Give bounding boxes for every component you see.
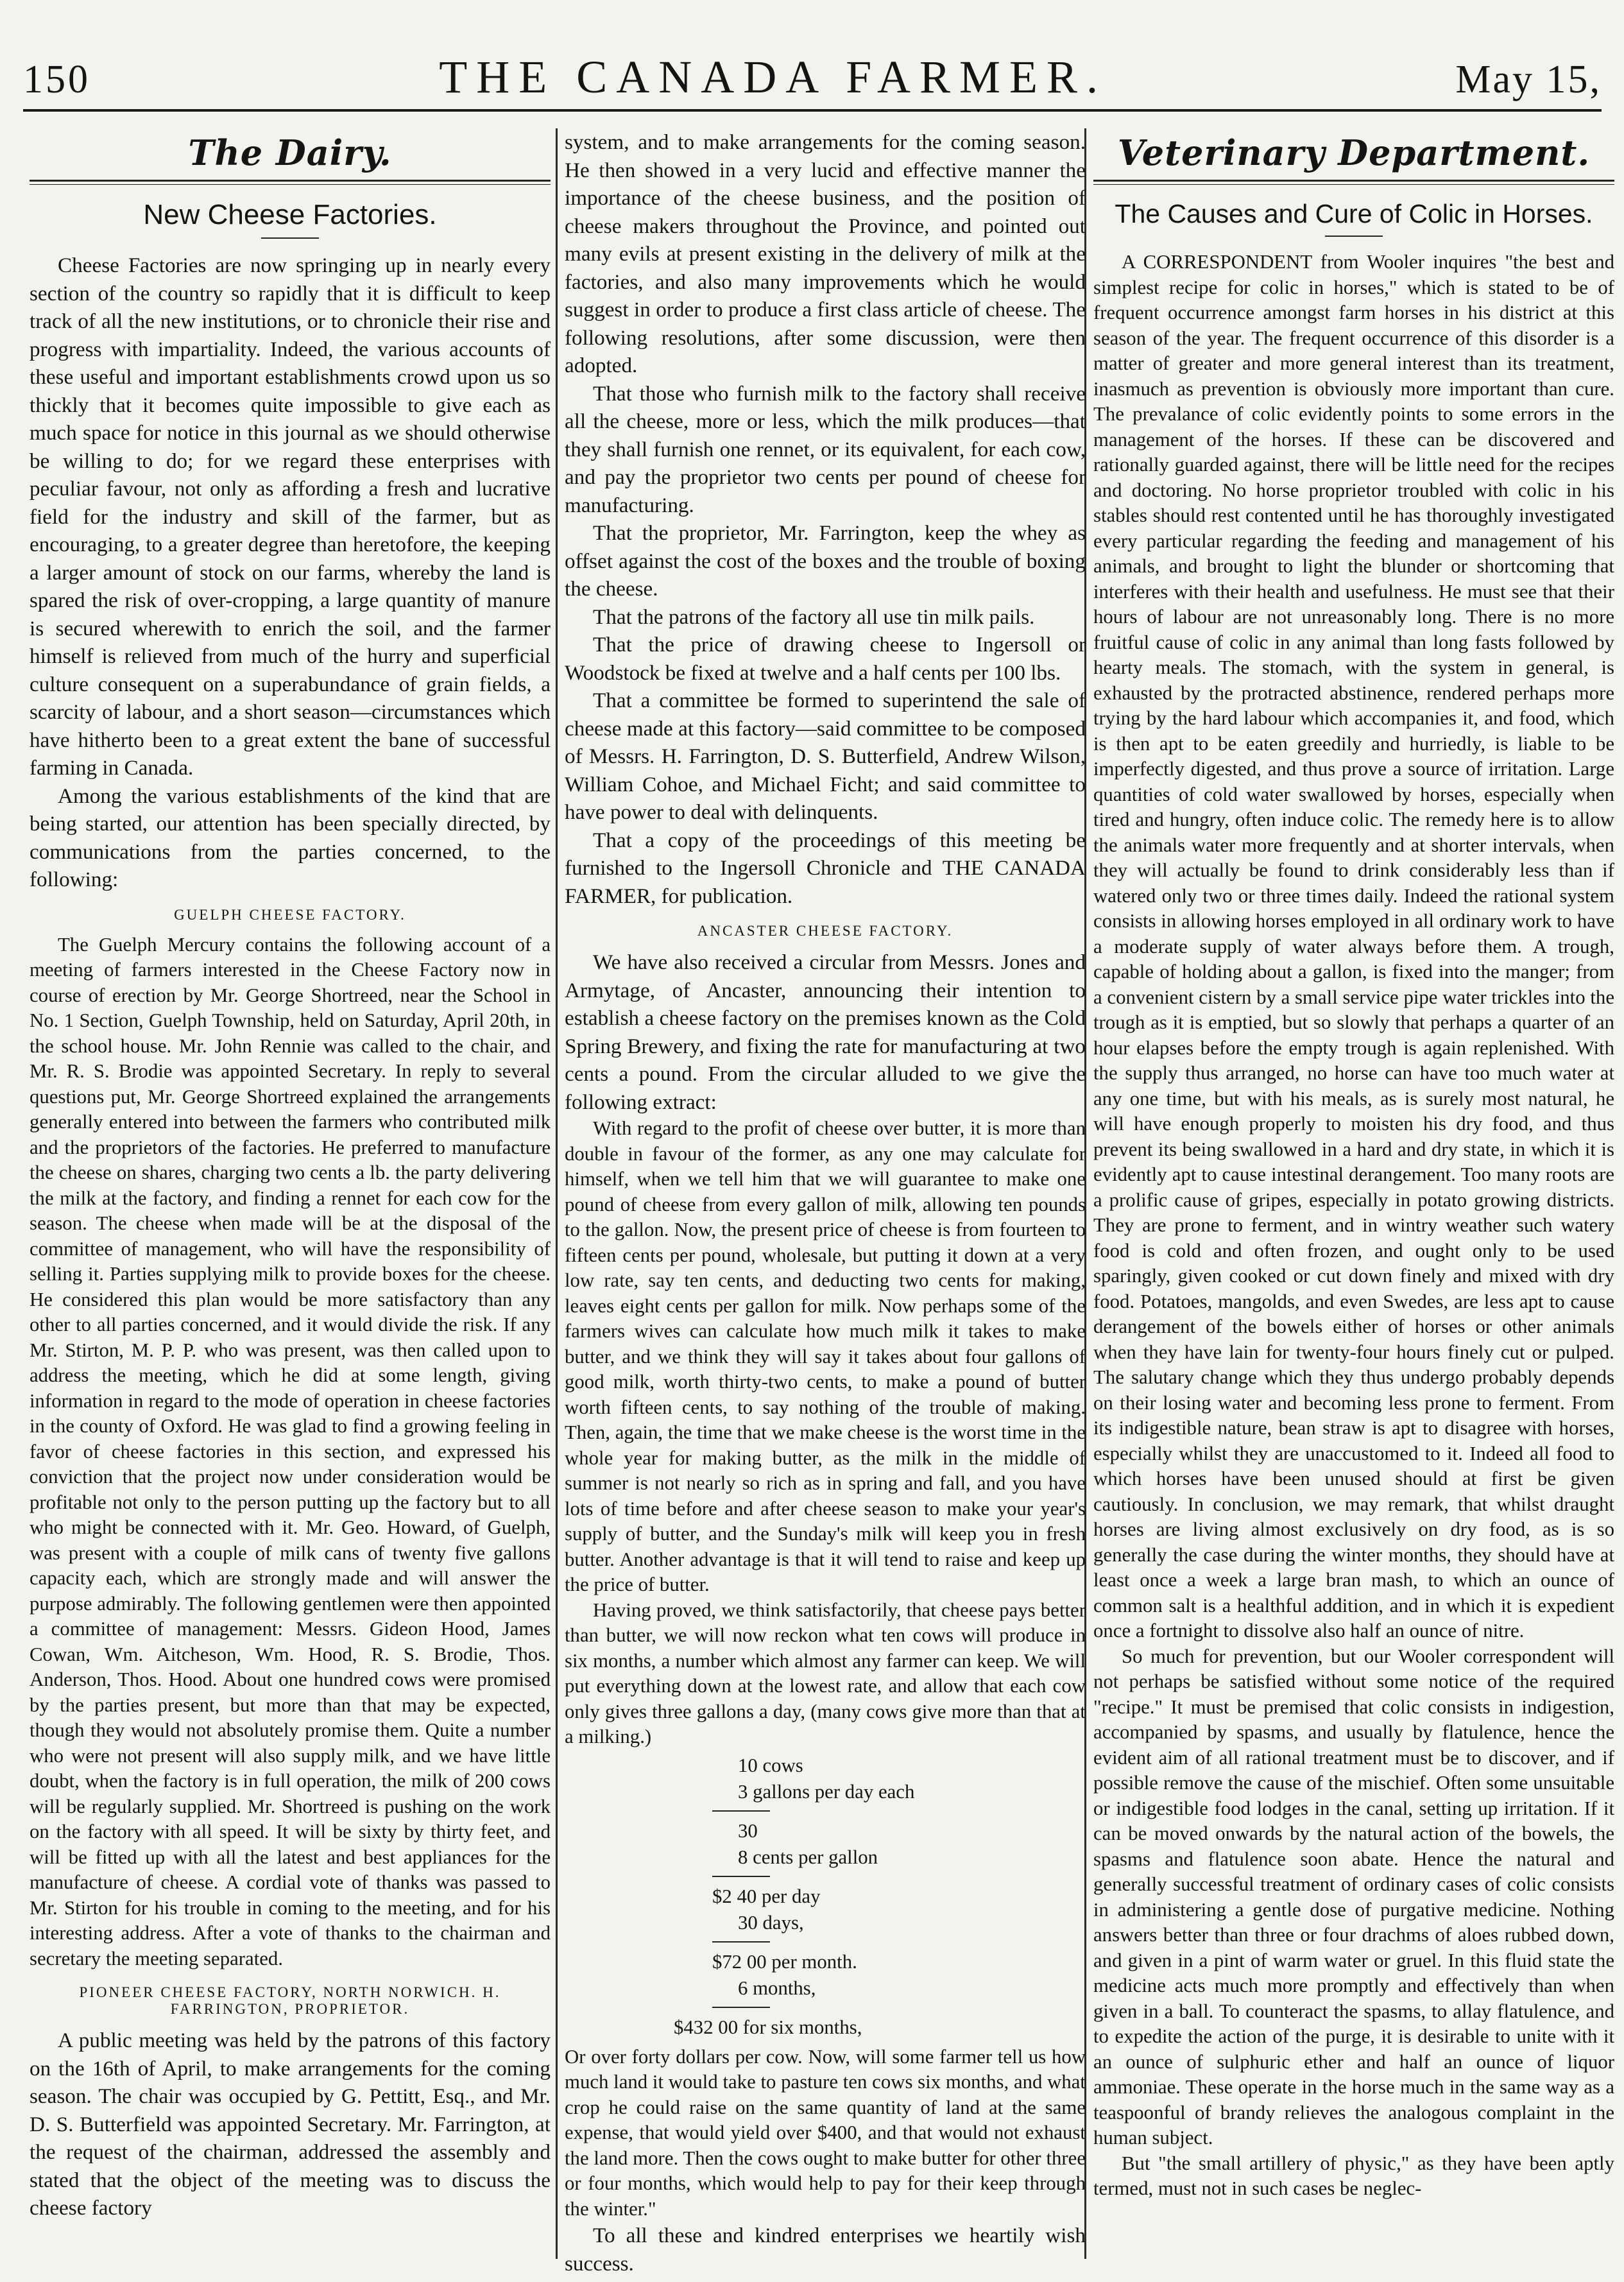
column-veterinary <box>1093 128 1614 2259</box>
title-rule <box>1325 236 1383 237</box>
calc-line: 6 months, <box>738 1977 816 1999</box>
title-rule <box>261 237 319 239</box>
column-dairy <box>30 128 551 2259</box>
article-paragraph: Among the various establishments of the kind that are being started, our attention has been specially directed, by communications from the parties concerned, to the following: <box>30 784 551 891</box>
calc-line: 30 <box>738 1819 758 1842</box>
newspaper-title: THE CANADA FARMER. <box>439 51 1107 103</box>
department-rule <box>1093 180 1614 185</box>
resolution-paragraph: That the patrons of the factory all use tin milk pails. <box>593 605 1035 629</box>
calc-rule <box>712 1810 770 1812</box>
calc-rule <box>712 1941 770 1943</box>
section-heading: GUELPH CHEESE FACTORY. <box>174 906 406 923</box>
page-number: 150 <box>23 58 90 101</box>
calc-rule <box>712 2007 770 2008</box>
article-paragraph: system, and to make arrangements for the coming season. He then showed in a very lucid and effective manner the importance of the cheese business, and the position of cheese makers throughout the Province, and pointed out many evils at present existing in the delivery of milk at the factories, and also many improvements which he would suggest in order to produce a first class article of cheese. The following resolutions, after some discussion, were then adopted. <box>565 130 1086 377</box>
page-header <box>23 47 1602 112</box>
calc-line: $72 00 per month. <box>712 1950 857 1973</box>
issue-date: May 15, <box>1455 58 1602 101</box>
resolution-paragraph: That those who furnish milk to the factory shall receive all the cheese, more or less, which the milk produces—that they shall furnish one rennet, or its equivalent, for each cow, and pay the proprietor two cents per pound of cheese for manufacturing. <box>565 381 1086 517</box>
column-middle <box>565 128 1086 2276</box>
section-heading: ANCASTER CHEESE FACTORY. <box>697 923 953 939</box>
calc-line: 30 days, <box>738 1911 804 1934</box>
department-heading: The Dairy. <box>188 132 392 173</box>
extract-paragraph: Or over forty dollars per cow. Now, will some farmer tell us how much land it would take to pasture ten cows six months, and what crop he could raise on the same quantity of land at the same expense, that would yield over $400, and that would not exhaust the land more. Then the cows ought to make butter for other three or four months, which would help to pay for their keep through the winter." <box>565 2045 1086 2220</box>
extract-paragraph: With regard to the profit of cheese over butter, it is more than double in favour of the former, as any one may calculate for himself, when we tell him that we will guarantee to make one pound of cheese from every gallon of milk, allowing ten pounds to the gallon. Now, the present price of cheese is from fourteen to fifteen cents per pound, wholesale, but putting it down at a very low rate, say ten cents, and deducting two cents for making, leaves eight cents per gallon for milk. Now perhaps some of the farmers wives can calculate how much milk it takes to make butter, and we think they will say it takes about four gallons of good milk, worth thirty-two cents, to make a pound of butter worth fifteen cents, to say nothing of the trouble of making. Then, again, the time that we make cheese is the worst time in the whole year for making butter, as the milk in the middle of summer is not nearly so rich as in spring and fall, and you have lots of time before and after cheese season to make your year's supply of butter, and the Sunday's milk will keep you in fresh butter. Another advantage is that it will tend to raise and keep up the price of butter. <box>565 1117 1086 1595</box>
article-title: The Causes and Cure of Colic in Horses. <box>1115 199 1593 228</box>
article-paragraph: To all these and kindred enterprises we heartily wish success. <box>565 2224 1086 2276</box>
article-paragraph: So much for prevention, but our Wooler correspondent will not perhaps be satisfied without some notice of the required "recipe." It must be premised that colic consists in indigestion, accompanied by spasms, and usually by flatulence, hence the evident aim of all rational treatment must be to discover, and if possible remove the cause of the mischief. Often some unsuitable or indigestible food lodges in the canal, setting up irritation. If it can be moved onwards by the natural action of the bowels, the spasms and flatulence soon abate. Hence the natural and generally successful treatment of ordinary cases of colic consists in administering a gentle dose of purgative medicine. Nothing answers better than three or four drachms of aloes rubbed down, and given in a pint of warm water or gruel. In this fluid state the medicine acts much more promptly and effectively than when given in a ball. To counteract the spasms, to allay flatulence, and to expedite the action of the purge, it is desirable to unite with it an ounce of sulphuric ether and half an ounce of liquor ammoniae. These operate in the horse much in the same way as a teaspoonful of brandy relieves the analogous complaint in the human subject. <box>1093 1645 1614 2149</box>
article-paragraph: But "the small artillery of physic," as they have been aptly termed, must not in such cases be neglec- <box>1093 2152 1614 2199</box>
calc-line: 8 cents per gallon <box>738 1846 878 1868</box>
calc-line: $432 00 for six months, <box>674 2016 862 2038</box>
resolution-paragraph: That the price of drawing cheese to Ingersoll or Woodstock be fixed at twelve and a half cents per 100 lbs. <box>565 633 1086 685</box>
calc-line: 10 cows <box>738 1754 803 1776</box>
calc-rule <box>712 1876 770 1877</box>
calc-line: 3 gallons per day each <box>738 1780 915 1803</box>
article-paragraph: A CORRESPONDENT from Wooler inquires "the best and simplest recipe for colic in horses," which is stated to be of frequent occurrence amongst farm horses in his district at this season of the year. The frequent occurrence of this disorder is a matter of greater and more general interest than its treatment, inasmuch as prevention is obviously more important than cure. The prevalance of colic evidently points to some errors in the management of the horses. If these can be discovered and rationally guarded against, there will be little need for the recipes and doctoring. No horse proprietor troubled with colic in his stables should rest contented until he has thoroughly investigated every particular regarding the feeding and management of his animals, and brought to light the blunder or shortcoming that interferes with their health and usefulness. He must see that their hours of labour are not unreasonably long. There is no more fruitful cause of colic in any animal than long fasts followed by hearty meals. The stomach, with the system in general, is exhausted by the protracted abstinence, rendered perhaps more trying by the hard labour which accompanies it, and food, which is then apt to be eaten greedily and hurriedly, is liable to be imperfectly digested, and thus prove a source of irritation. Large quantities of cold water swallowed by horses, especially when tired and hungry, often induce colic. The remedy here is to allow the animals water more frequently and at shorter intervals, when they will actually be found to drink considerably less than if watered only two or three times daily. Indeed the rational system consists in allowing horses employed in all ordinary work to have a moderate supply of water always before them. A trough, capable of holding about a gallon, is fixed into the manger; from a convenient cistern by a small service pipe water trickles into the trough as it is emptied, but so slowly that perhaps a quarter of an hour elapses before the empty trough is again replenished. With the supply thus arranged, no horse can have too much water at any one time, but with his meals, as is surely most natural, he will have enough properly to moisten his dry food, and thus prevent its being swallowed in a hard and dry state, in which it is evidently apt to cause intestinal derangement. Too many roots are a prolific cause of gripes, especially in potato growing districts. They are prone to ferment, and in wintry weather such watery food is cold and often frozen, and ought only to be used sparingly, given cooked or cut down finely and mixed with dry food. Potatoes, mangolds, and even Swedes, are less apt to cause derangement of the bowels either of horses or other animals when they have lain for twenty-four hours finely cut or pulped. The salutary change which they thus undergo probably depends on their losing water and becoming less prone to ferment. From its indigestible nature, bean straw is apt to disagree with horses, especially whilst they are unaccustomed to it. Indeed all food to which horses have been unused should at first be given cautiously. In conclusion, we may remark, that whilst draught horses are living almost exclusively on dry food, as is so generally the case during the winter months, they should have at least once a week a large bran mash, to which an ounce of common salt is a healthful addition, and in which it is expedient once a fortnight to dissolve also half an ounce of nitre. <box>1093 251 1614 1642</box>
article-title: New Cheese Factories. <box>143 199 437 230</box>
article-paragraph: We have also received a circular from Messrs. Jones and Armytage, of Ancaster, announcing their intention to establish a cheese factory on the premises known as the Cold Spring Brewery, and fixing the rate for manufacturing at two cents a pound. From the circular alluded to we give the following extract: <box>565 950 1086 1114</box>
department-heading: Veterinary Department. <box>1117 132 1591 173</box>
extract-paragraph: Having proved, we think satisfactorily, that cheese pays better than butter, we will now reckon what ten cows will produce in six months, a number which almost any farmer can keep. We will put everything down at the lowest rate, and allow that each cow only gives three gallons a day, (many cows give more than that at a milking.) <box>565 1599 1086 1747</box>
resolution-paragraph: That a copy of the proceedings of this meeting be furnished to the Ingersoll Chronicle and THE CANADA FARMER, for publication. <box>565 828 1086 908</box>
calc-line: $2 40 per day <box>712 1885 821 1907</box>
resolution-paragraph: That the proprietor, Mr. Farrington, keep the whey as offset against the cost of the boxes and the trouble of boxing the cheese. <box>565 521 1086 601</box>
section-heading: PIONEER CHEESE FACTORY, NORTH NORWICH. H. FARRINGTON, PROPRIETOR. <box>79 1984 501 2017</box>
article-paragraph: A public meeting was held by the patrons of this factory on the 16th of April, to make arrangements for the coming season. The chair was occupied by G. Pettitt, Esq., and Mr. D. S. Butterfield was appointed Secretary. Mr. Farrington, at the request of the chairman, addressed the assembly and stated that the object of the meeting was to discuss the cheese factory <box>30 2029 551 2220</box>
department-rule <box>30 180 551 185</box>
profit-calculation <box>565 1753 1086 2041</box>
article-paragraph: Cheese Factories are now springing up in nearly every section of the country so rapidly that it is difficult to keep track of all the new institutions, or to chronicle their rise and progress with impartiality. Indeed, the various accounts of these useful and important establishments crowd upon us so thickly that it becomes quite impossible to give each as much space for notice in this journal as we should otherwise be willing to do; for we regard these enterprises with peculiar favour, not only as affording a fresh and lucrative field for the industry and skill of the farmer, but as encouraging, to a greater degree than heretofore, the keeping a larger amount of stock on our farms, whereby the land is spared the risk of over-cropping, a large quantity of manure is secured wherewith to enrich the soil, and the farmer himself is relieved from much of the hurry and superficial culture consequent on a superabundance of grain fields, a scarcity of labour, and a short season—circumstances which have hitherto been to a great extent the bane of successful farming in Canada. <box>30 253 551 780</box>
article-paragraph: The Guelph Mercury contains the following account of a meeting of farmers interested in the Cheese Factory now in course of erection by Mr. George Shortreed, near the School in No. 1 Section, Guelph Township, held on Saturday, April 20th, in the school house. Mr. John Rennie was called to the chair, and Mr. R. S. Brodie was appointed Secretary. In reply to several questions put, Mr. George Shortreed explained the arrangements generally entered into between the farmers who contributed milk and the proprietors of the factories. He preferred to manufacture the cheese on shares, charging two cents a lb. the party delivering the milk at the factory, and finding a rennet for each cow for the season. The cheese when made will be at the disposal of the committee of management, who will have the responsibility of selling it. Parties supplying milk to provide boxes for the cheese. He considered this plan would be more satisfactory than any other to all parties concerned, and it would divide the risk. If any Mr. Stirton, M. P. P. who was present, was then called upon to address the meeting, which he did at some length, giving information in regard to the mode of operation in cheese factories in the county of Oxford. He was glad to find a growing feeling in favor of cheese factories in this section, and expressed his conviction that the project now under consideration would be profitable not only to the person putting up the factory but to all who might be connected with it. Mr. Geo. Howard, of Guelph, was present with a couple of milk cans of twenty five gallons capacity each, which are strongly made and will answer the purpose admirably. The following gentlemen were then appointed a committee of management: Messrs. Gideon Hood, James Cowan, Wm. Aitcheson, Wm. Hood, R. S. Brodie, Thos. Anderson, Thos. Hood. About one hundred cows were promised by the parties present, but more than that may be expected, though they would not absolutely promise them. Quite a number who were not present will also supply milk, and we have little doubt, when the factory is in full operation, the milk of 200 cows will be regularly supplied. Mr. Shortreed is pushing on the work on the factory with all speed. It will be sixty by thirty feet, and will be fitted up with all the latest and best appliances for the manufacture of cheese. A cordial vote of thanks was passed to Mr. Stirton for his trouble in coming to the meeting, and for his interesting address. After a vote of thanks to the chairman and secretary the meeting separated. <box>30 933 551 1969</box>
column-rule <box>556 128 558 2259</box>
resolution-paragraph: That a committee be formed to superintend the sale of cheese made at this factory—said committee to be composed of Messrs. H. Farrington, D. S. Butterfield, Andrew Wilson, William Cohoe, and Michael Ficht; and said committee to have power to deal with delinquents. <box>565 689 1086 824</box>
